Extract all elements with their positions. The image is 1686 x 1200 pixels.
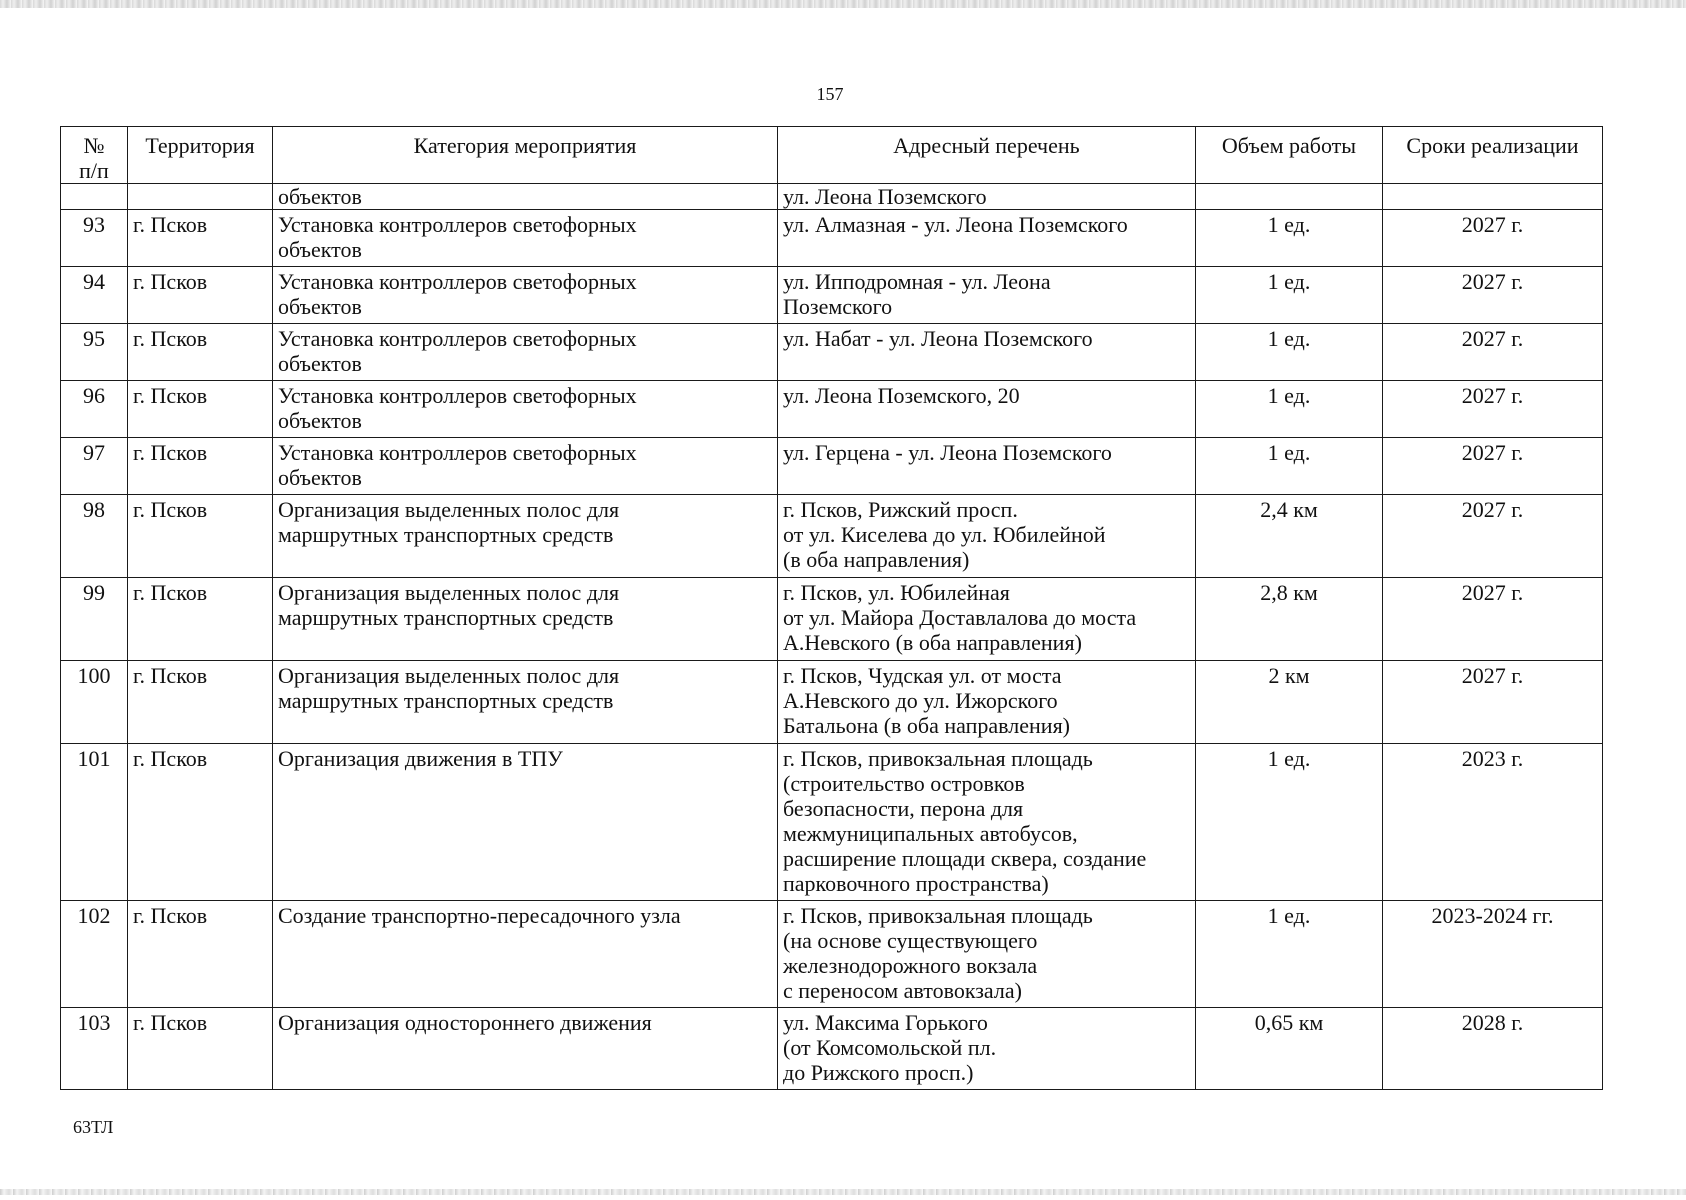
cell-address: г. Псков, Чудская ул. от моста А.Невского до ул. Ижорского Батальона (в оба направления) [778,661,1196,744]
cell-category: Организация движения в ТПУ [273,744,778,901]
cell-volume: 1 ед. [1196,438,1383,495]
cell-territory: г. Псков [128,210,273,267]
cell-address: г. Псков, Рижский просп. от ул. Киселева до ул. Юбилейной (в оба направления) [778,495,1196,578]
cell-volume: 2,4 км [1196,495,1383,578]
cell-num: 102 [61,901,128,1008]
cell-territory: г. Псков [128,267,273,324]
cell-volume: 1 ед. [1196,901,1383,1008]
cell-term: 2028 г. [1383,1008,1603,1090]
cell-volume [1196,184,1383,210]
cell-num: 97 [61,438,128,495]
table-row [61,381,1603,438]
cell-volume: 1 ед. [1196,267,1383,324]
table-row [61,324,1603,381]
table-header-row [61,127,1603,184]
header-category: Категория мероприятия [273,127,778,184]
measures-table [60,126,1603,1090]
cell-address: ул. Ипподромная - ул. Леона Поземского [778,267,1196,324]
cell-num: 103 [61,1008,128,1090]
cell-category: Организация одностороннего движения [273,1008,778,1090]
cell-address: ул. Леона Поземского [778,184,1196,210]
cell-num: 93 [61,210,128,267]
header-territory: Территория [128,127,273,184]
cell-volume: 0,65 км [1196,1008,1383,1090]
cell-category: Организация выделенных полос для маршрутных транспортных средств [273,578,778,661]
cell-term: 2023-2024 гг. [1383,901,1603,1008]
page-number: 157 [816,84,844,104]
cell-territory: г. Псков [128,578,273,661]
header-num: № п/п [61,127,128,184]
cell-territory [128,184,273,210]
cell-volume: 2,8 км [1196,578,1383,661]
scan-edge-top [0,0,1686,8]
cell-term: 2027 г. [1383,210,1603,267]
table-row [61,901,1603,1008]
cell-address: г. Псков, привокзальная площадь (строительство островков безопасности, перона для межмуниципальных автобусов, расширение площади сквера, создание парковочного пространства) [778,744,1196,901]
cell-address: г. Псков, привокзальная площадь (на основе существующего железнодорожного вокзала с переносом автовокзала) [778,901,1196,1008]
cell-address: ул. Максима Горького (от Комсомольской пл. до Рижского просп.) [778,1008,1196,1090]
cell-term: 2027 г. [1383,438,1603,495]
cell-num: 94 [61,267,128,324]
cell-term: 2027 г. [1383,578,1603,661]
table-row [61,210,1603,267]
cell-volume: 1 ед. [1196,381,1383,438]
cell-address: ул. Герцена - ул. Леона Поземского [778,438,1196,495]
table-row [61,267,1603,324]
cell-category: Организация выделенных полос для маршрутных транспортных средств [273,495,778,578]
cell-category: Установка контроллеров светофорных объектов [273,324,778,381]
cell-category: объектов [273,184,778,210]
cell-volume: 1 ед. [1196,210,1383,267]
cell-address: ул. Леона Поземского, 20 [778,381,1196,438]
cell-term: 2027 г. [1383,324,1603,381]
cell-address: г. Псков, ул. Юбилейная от ул. Майора Доставлалова до моста А.Невского (в оба направления) [778,578,1196,661]
cell-category: Установка контроллеров светофорных объектов [273,438,778,495]
table-row [61,661,1603,744]
cell-num: 101 [61,744,128,901]
cell-territory: г. Псков [128,381,273,438]
table-row [61,438,1603,495]
cell-volume: 2 км [1196,661,1383,744]
header-volume: Объем работы [1196,127,1383,184]
header-address: Адресный перечень [778,127,1196,184]
cell-num: 99 [61,578,128,661]
cell-term: 2027 г. [1383,381,1603,438]
table-row [61,578,1603,661]
cell-territory: г. Псков [128,901,273,1008]
cell-territory: г. Псков [128,324,273,381]
cell-address: ул. Набат - ул. Леона Поземского [778,324,1196,381]
cell-num: 98 [61,495,128,578]
cell-territory: г. Псков [128,1008,273,1090]
cell-volume: 1 ед. [1196,324,1383,381]
cell-term: 2023 г. [1383,744,1603,901]
cell-num: 96 [61,381,128,438]
cell-category: Установка контроллеров светофорных объектов [273,210,778,267]
table-row [61,744,1603,901]
table-row [61,1008,1603,1090]
cell-num: 100 [61,661,128,744]
cell-address: ул. Алмазная - ул. Леона Поземского [778,210,1196,267]
header-term: Сроки реализации [1383,127,1603,184]
cell-term: 2027 г. [1383,495,1603,578]
scan-edge-bottom [0,1189,1686,1195]
cell-volume: 1 ед. [1196,744,1383,901]
cell-term: 2027 г. [1383,267,1603,324]
table-row [61,495,1603,578]
cell-term: 2027 г. [1383,661,1603,744]
cell-territory: г. Псков [128,438,273,495]
cell-category: Установка контроллеров светофорных объектов [273,381,778,438]
cell-territory: г. Псков [128,744,273,901]
table-row-continued [61,184,1603,210]
cell-territory: г. Псков [128,495,273,578]
cell-category: Организация выделенных полос для маршрутных транспортных средств [273,661,778,744]
cell-term [1383,184,1603,210]
cell-num [61,184,128,210]
cell-category: Создание транспортно-пересадочного узла [273,901,778,1008]
cell-category: Установка контроллеров светофорных объектов [273,267,778,324]
footer-code: 63ТЛ [73,1117,114,1137]
cell-num: 95 [61,324,128,381]
cell-territory: г. Псков [128,661,273,744]
